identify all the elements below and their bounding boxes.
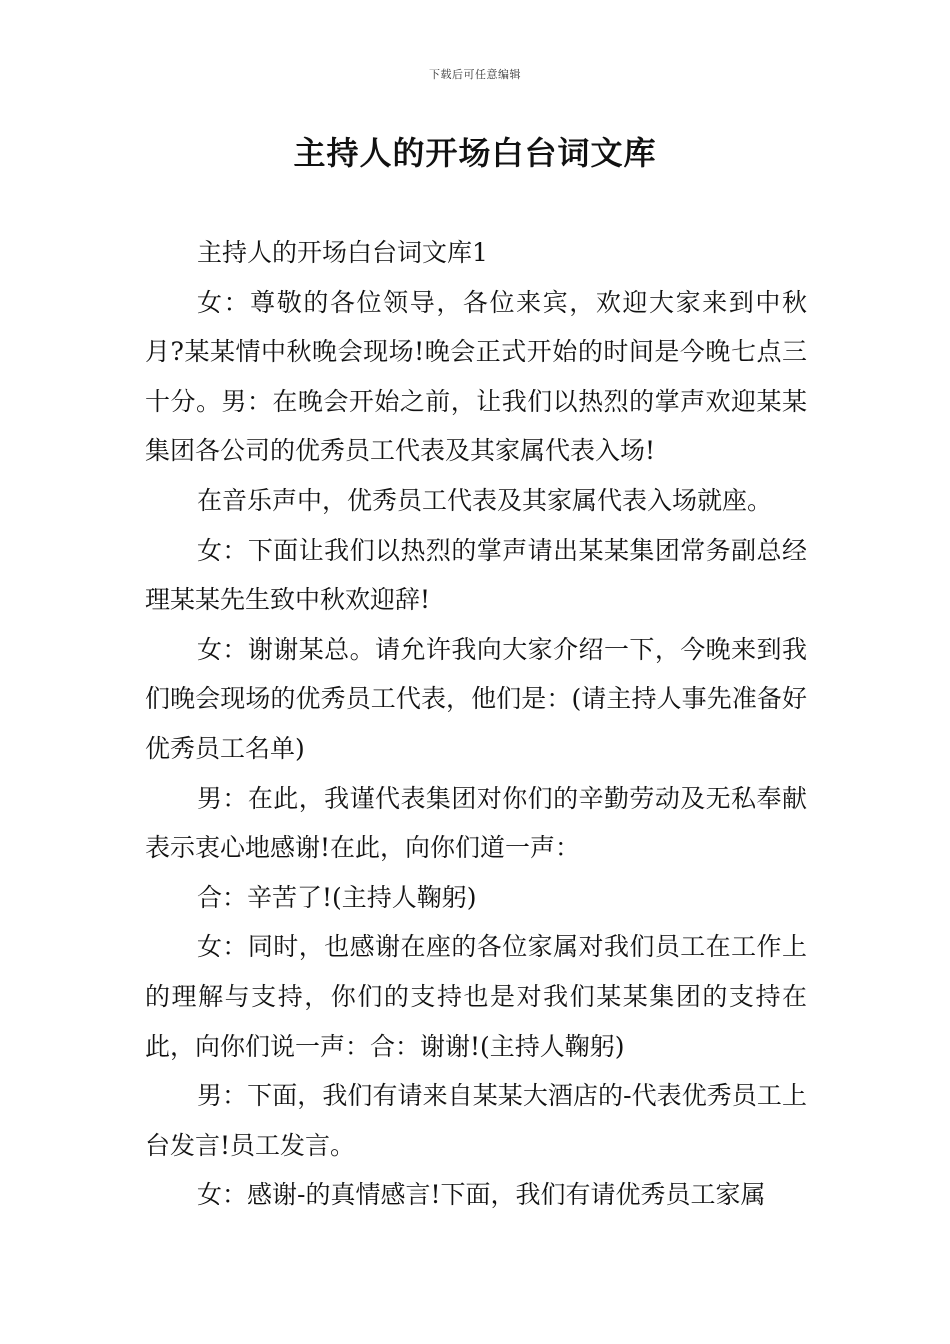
document-title: 主持人的开场白台词文库 bbox=[293, 134, 657, 172]
paragraph: 男：下面，我们有请来自某某大酒店的-代表优秀员工上台发言!员工发言。 bbox=[145, 1081, 807, 1160]
paragraph: 女：尊敬的各位领导，各位来宾，欢迎大家来到中秋月?某某情中秋晚会现场!晚会正式开始的时间是今晚七点三十分。男：在晚会开始之前，让我们以热烈的掌声欢迎某某集团各公司的优秀员工代表及其家属代表入场! bbox=[145, 287, 807, 466]
paragraph: 主持人的开场白台词文库1 bbox=[197, 238, 488, 267]
header-note: 下载后可任意编辑 bbox=[429, 68, 521, 81]
paragraph: 男：在此，我谨代表集团对你们的辛勤劳动及无私奉献表示衷心地感谢!在此，向你们道一声： bbox=[145, 783, 807, 863]
paragraph: 女：谢谢某总。请允许我向大家介绍一下，今晚来到我们晚会现场的优秀员工代表，他们是：(请主持人事先准备好优秀员工名单) bbox=[145, 634, 807, 763]
paragraph: 女：同时，也感谢在座的各位家属对我们员工在工作上的理解与支持，你们的支持也是对我们某某集团的支持在此，向你们说一声：合：谢谢!(主持人鞠躬) bbox=[145, 932, 807, 1061]
paragraph: 合：辛苦了!(主持人鞠躬) bbox=[197, 882, 477, 912]
paragraph: 女：下面让我们以热烈的掌声请出某某集团常务副总经理某某先生致中秋欢迎辞! bbox=[145, 535, 807, 615]
paragraph: 女：感谢-的真情感言!下面，我们有请优秀员工家属 bbox=[197, 1180, 766, 1210]
paragraph: 在音乐声中，优秀员工代表及其家属代表入场就座。 bbox=[197, 485, 773, 515]
document-body bbox=[145, 228, 807, 1220]
